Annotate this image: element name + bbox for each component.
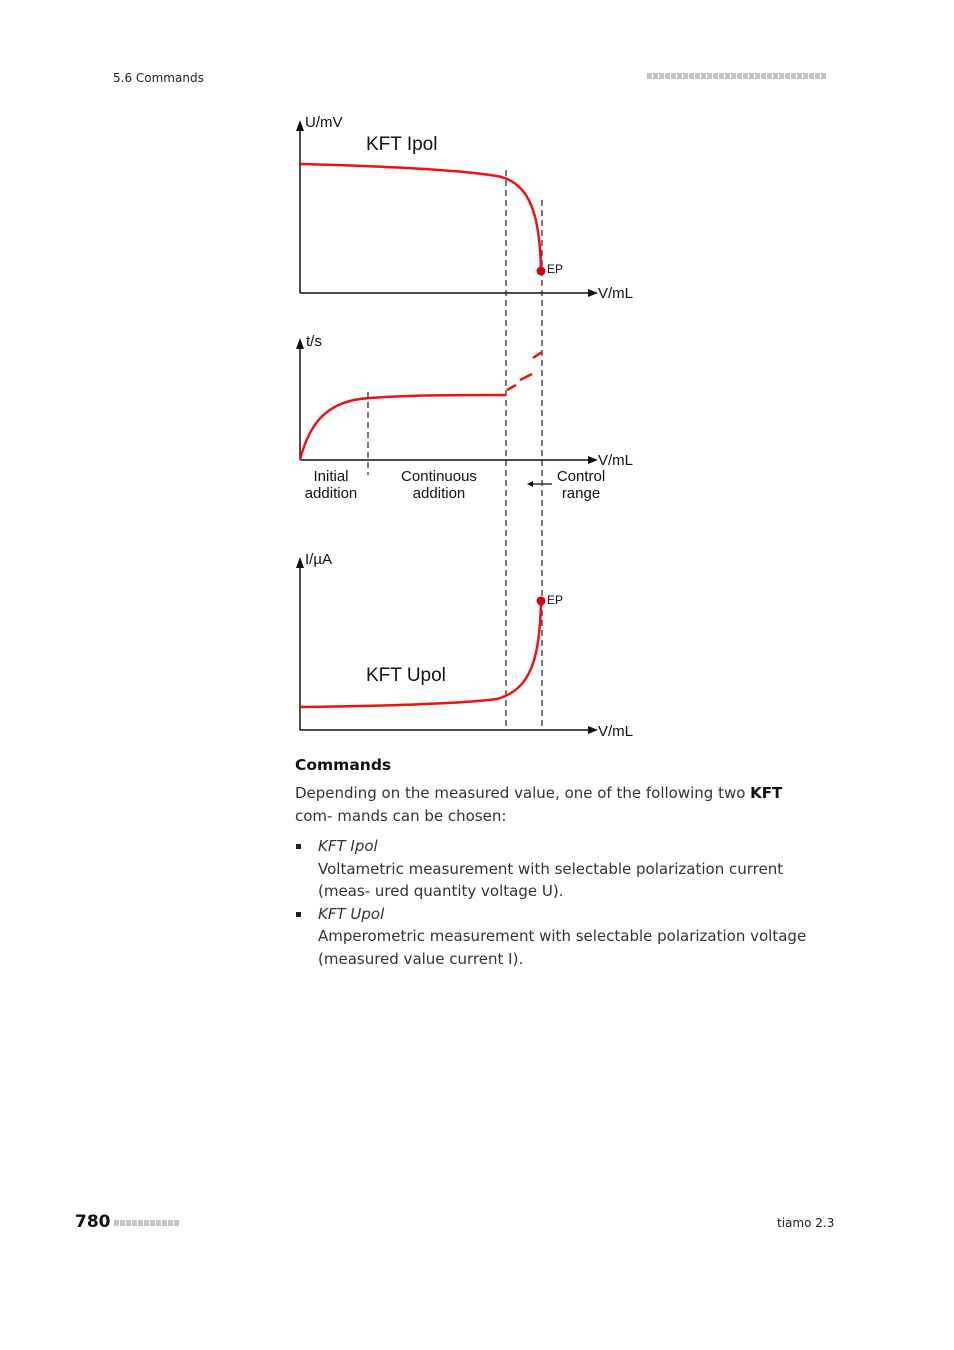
product-name: tiamo 2.3 [777, 1216, 835, 1230]
command-term: KFT Ipol [318, 837, 378, 855]
region-continuous-line2: addition [412, 485, 466, 502]
middle-curve [300, 395, 506, 460]
bottom-ep-label: EP [547, 593, 564, 607]
region-initial-line1: Initial [313, 468, 349, 485]
bottom-x-label: V/mL [598, 723, 634, 740]
bottom-ep-marker [537, 597, 546, 606]
section-heading: Commands [295, 756, 392, 774]
command-description: Amperometric measurement with selectable polarization voltage (measured value current I). [318, 927, 807, 968]
control-range-arrow-head [527, 481, 533, 487]
bottom-panel [296, 551, 633, 740]
middle-dash-2 [520, 374, 532, 380]
top-x-label: V/mL [598, 285, 634, 302]
header-decoration [647, 73, 826, 79]
middle-dash-3 [533, 352, 542, 358]
command-list [295, 835, 815, 970]
middle-dash-1 [507, 385, 516, 390]
top-ep-marker [537, 267, 546, 276]
region-control-line1: Control [556, 468, 606, 485]
middle-x-label: V/mL [598, 452, 634, 469]
command-term: KFT Upol [318, 904, 385, 923]
command-description: Voltametric measurement with selectable polarization current (meas- ured quantity voltage U). [318, 859, 784, 900]
footer-decoration [114, 1220, 179, 1226]
commands-section [295, 756, 815, 970]
bullet-icon [296, 912, 301, 917]
bottom-curve [300, 601, 541, 707]
middle-panel [296, 333, 633, 502]
bullet-icon [296, 844, 301, 849]
region-control-line2: range [561, 485, 601, 502]
intro-paragraph: Depending on the measured value, one of the following two KFT com- mands can be chosen: [295, 784, 783, 825]
list-item [295, 835, 815, 903]
bottom-y-label: I/µA [305, 551, 332, 568]
bottom-title: KFT Upol [366, 665, 446, 686]
region-initial-line2: addition [304, 485, 358, 502]
top-y-label: U/mV [305, 114, 343, 131]
region-continuous-line1: Continuous [401, 468, 477, 485]
top-ep-label: EP [547, 262, 564, 276]
middle-y-label: t/s [306, 333, 322, 350]
top-curve [300, 164, 541, 271]
kft-titration-figure [290, 108, 650, 748]
top-panel [296, 114, 633, 302]
list-item [295, 903, 815, 971]
page-number: 780 [75, 1212, 111, 1232]
top-title: KFT Ipol [366, 134, 438, 155]
running-header-section: 5.6 Commands [113, 71, 204, 85]
